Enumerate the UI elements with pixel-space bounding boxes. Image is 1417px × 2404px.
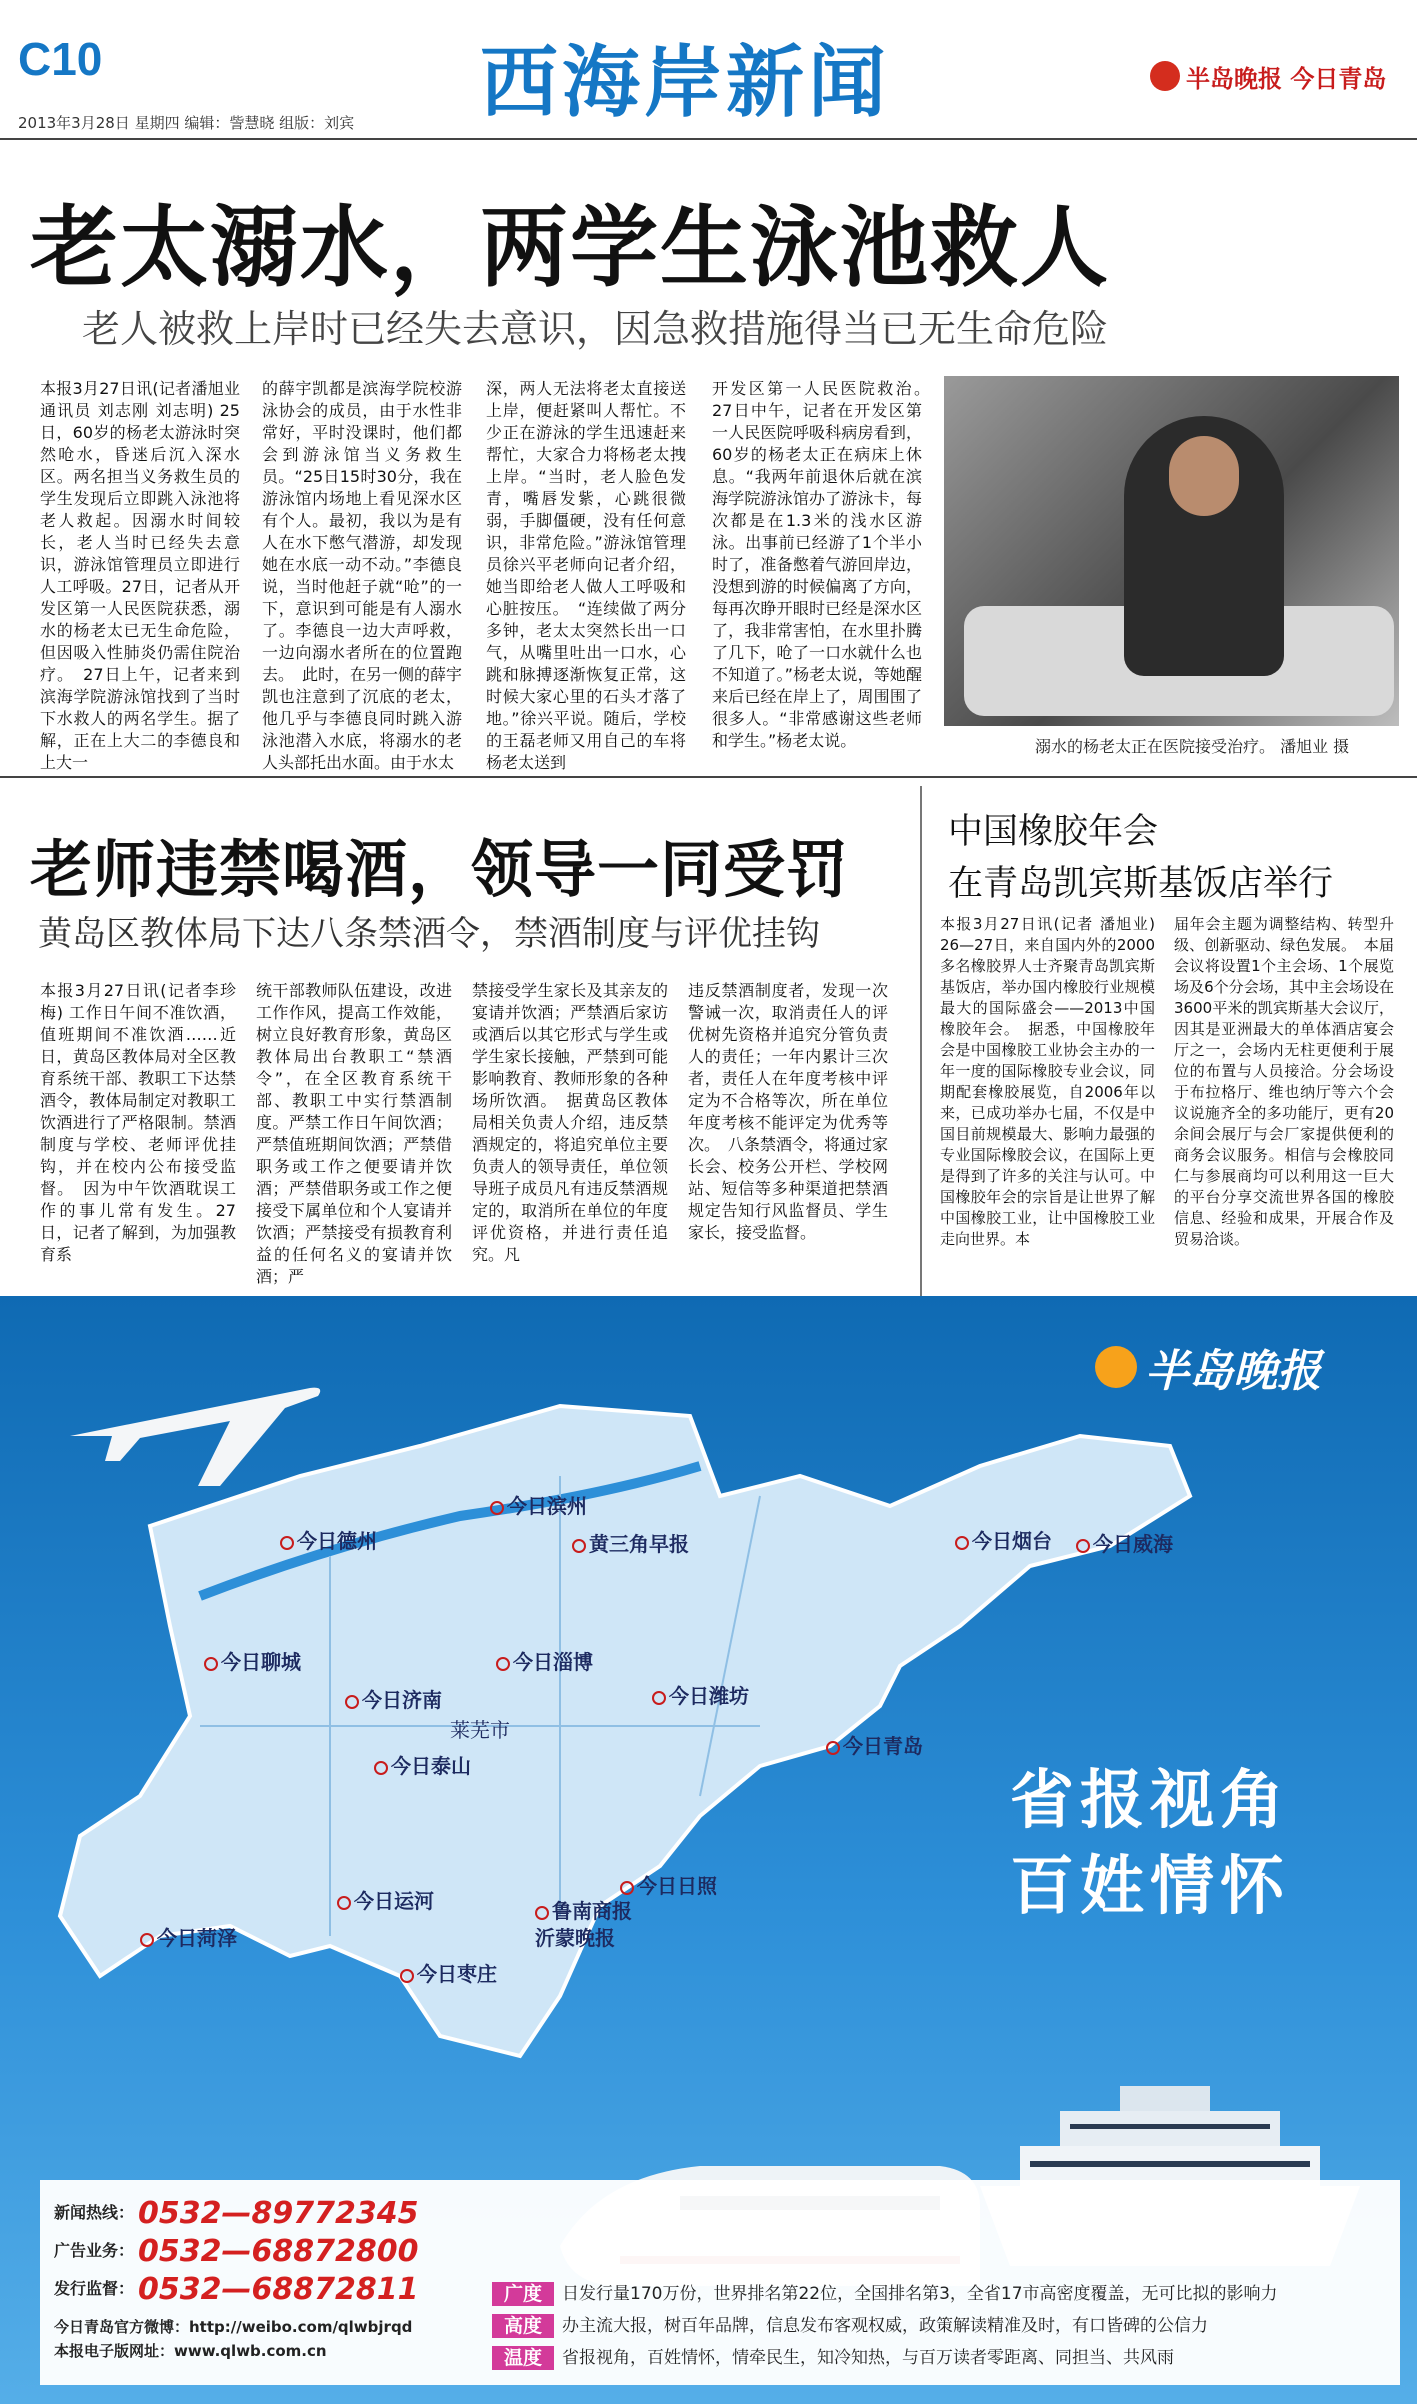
photo-caption: 溺水的杨老太正在医院接受治疗。 潘旭业 摄 xyxy=(1035,737,1350,756)
map-label: 今日威海 xyxy=(1076,1528,1173,1557)
ad-slogan xyxy=(1010,1758,1290,1930)
map-label: 今日烟台 xyxy=(955,1525,1052,1554)
divider xyxy=(0,776,1417,778)
story3-headline-line1: 中国橡胶年会 xyxy=(948,812,1159,852)
map-label: 今日运河 xyxy=(337,1885,434,1914)
map-label: 今日泰山 xyxy=(374,1750,471,1779)
story1-headline: 老太溺水，两学生泳池救人 xyxy=(30,195,1111,299)
contact-hotline: 新闻热线： 0532—89772345 xyxy=(54,2196,419,2231)
story2-column: 违反禁酒制度者，发现一次警诫一次，取消责任人的评优树先资格并追究分管负责人的责任；一年内累计三次者，责任人在年度考核中评定为不合格等次，所在单位年度考核不能评定为优秀等次。 八条禁酒令，将通过家长会、校务公开栏、学校网站、短信等多种渠道把禁酒规定告知行风监督员、学生家长，接受监督。 xyxy=(688,981,889,1242)
story2-headline: 老师违禁喝酒，领导一同受罚 xyxy=(30,833,850,906)
dateline: 2013年3月28日 星期四 编辑：訾慧晓 组版：刘宾 xyxy=(18,114,355,132)
ad-logo xyxy=(1095,1335,1321,1399)
logo-text: 半岛晚报 今日青岛 xyxy=(1186,64,1387,93)
story1-column: 开发区第一人民医院救治。 27日中午，记者在开发区第一人民医院呼吸科病房看到，60岁的杨老太正在病床上休息。“我两年前退休后就在滨海学院游泳馆办了游泳卡，每次都是在1.3米的浅水区游泳。出事前已经游了1个半小时了，准备憋着气游回岸边，没想到游的时候偏离了方向，每再次睁开眼时已经是深水区了，我非常害怕，在水里扑腾了几下，呛了一口水就什么也不知道了。”杨老太说，等她醒来后已经在岸上了，周围围了很多人。“非常感谢这些老师和学生。”杨老太说。 xyxy=(712,379,939,750)
section-title: 西海岸新闻 xyxy=(480,37,891,128)
stat-text: 日发行量170万份，世界排名第22位，全国排名第3，全省17市高密度覆盖，无可比拟的影响力 xyxy=(562,2284,1278,2304)
map-label: 今日潍坊 xyxy=(652,1680,749,1709)
story2-column: 禁接受学生家长及其亲友的宴请并饮酒；严禁酒后家访或酒后以其它形式与学生或学生家长接触，严禁到可能影响教育、教师形象的各种场所饮酒。 据黄岛区教体局相关负责人介绍，违反禁酒规定的，将追究单位主要负责人的领导责任，单位领导班子成员凡有违反禁酒规定的，取消所在单位的年度评优资格，并进行责任追究。凡 xyxy=(472,981,668,1264)
logo-icon xyxy=(1150,61,1180,91)
story2-column: 统干部教师队伍建设，改进工作作风，提高工作效能，树立良好教育形象，黄岛区教体局出台教职工“禁酒令”，在全区教育系统干部、教职工中实行禁酒制度。严禁工作日午间饮酒；严禁值班期间饮酒；严禁借职务或工作之便要请并饮酒；严禁借职务或工作之便接受下属单位和个人宴请并饮酒；严禁接受有损教育利益的任何名义的宴请并饮酒；严 xyxy=(256,981,452,1286)
map-label: 今日滨州 xyxy=(490,1490,587,1519)
slogan-line2: 百姓情怀 xyxy=(1010,1850,1290,1924)
story1-column: 深，两人无法将老太直接送上岸，便赶紧叫人帮忙。不少正在游泳的学生迅速赶来帮忙，大家合力将杨老太拽上岸。“当时，老人脸色发青，嘴唇发紫，心跳很微弱，手脚僵硬，没有任何意识，非常危险。”游泳馆管理员徐兴平老师向记者介绍，她当即给老人做人工呼吸和心脏按压。 “连续做了两分多钟，老太太突然长出一口气，从嘴里吐出一口水，心跳和脉搏逐渐恢复正常，这时候大家心里的石头才落了地。”徐兴平说。随后，学校的王磊老师又用自己的车将杨老太送到 xyxy=(486,379,686,772)
newspaper-logo xyxy=(1150,48,1400,104)
stat-tag: 广度 xyxy=(492,2282,554,2306)
weibo-link[interactable]: 今日青岛官方微博：http://weibo.com/qlwbjrqd xyxy=(54,2318,413,2336)
story2-subhead: 黄岛区教体局下达八条禁酒令，禁酒制度与评优挂钩 xyxy=(38,914,820,954)
map-label: 今日聊城 xyxy=(204,1646,301,1675)
story2-column: 本报3月27日讯(记者李珍梅) 工作日午间不准饮酒，值班期间不准饮酒……近日，黄岛区教体局对全区教育系统干部、教职工下达禁酒令，教体局制定对教职工饮酒进行了严格限制。禁酒制度与学校、老师评优挂钩，并在校内公布接受监督。 因为中午饮酒耽误工作的事儿常有发生。27日，记者了解到，为加强教育系 xyxy=(40,981,236,1264)
news-photo xyxy=(944,376,1399,726)
page-number: C10 xyxy=(18,33,103,85)
story3-column: 届年会主题为调整结构、转型升级、创新驱动、绿色发展。 本届会议将设置1个主会场、1个展览场及6个分会场，其中主会场设在3600平米的凯宾斯基大会议厅，因其是亚洲最大的单体酒店宴会厅之一，会场内无柱更便利于展位的布置与人员接洽。分会场设于布拉格厅、维也纳厅等六个会议说施齐全的多功能厅，更有20余间会展厅与会厂家提供便利的商务会议服务。相信与会橡胶同仁与参展商均可以利用这一巨大的平台分享交流世界各国的橡胶信息、经验和成果，开展合作及贸易洽谈。 xyxy=(1174,915,1394,1248)
divider xyxy=(0,138,1417,140)
story1-column: 的薛宇凯都是滨海学院校游泳协会的成员，由于水性非常好，平时没课时，他们都会到游泳馆当义务救生员。“25日15时30分，我在游泳馆内场地上看见深水区有个人。最初，我以为是有人在水下憋气潜游，却发现她在水底一动不动。”李德良说，当时他赶子就“呛”的一下，意识到可能是有人溺水了。李德良一边大声呼救，一边向溺水者所在的位置跑去。 此时，在另一侧的薛宇凯也注意到了沉底的老太，他几乎与李德良同时跳入游泳池潜入水底，将溺水的老人头部托出水面。由于水太 xyxy=(262,379,463,772)
map-label: 今日枣庄 xyxy=(400,1958,497,1987)
province-map xyxy=(60,1406,1190,2056)
map-label: 今日日照 xyxy=(620,1870,717,1899)
map-label: 莱芜市 xyxy=(450,1718,510,1742)
story3-headline-line2: 在青岛凯宾斯基饭店举行 xyxy=(948,864,1334,904)
slogan-line1: 省报视角 xyxy=(1010,1764,1290,1838)
map-label: 今日德州 xyxy=(280,1525,377,1554)
map-label: 沂蒙晚报 xyxy=(535,1926,615,1950)
map-label: 鲁南商报 xyxy=(535,1895,632,1924)
contact-ads: 广告业务： 0532—68872800 xyxy=(54,2234,419,2269)
map-label: 今日菏泽 xyxy=(140,1922,237,1951)
story1-subhead: 老人被救上岸时已经失去意识，因急救措施得当已无生命危险 xyxy=(82,307,1109,351)
stat-text: 办主流大报，树百年品牌，信息发布客观权威，政策解读精准及时，有口皆碑的公信力 xyxy=(562,2316,1208,2336)
website-link[interactable]: 本报电子版网址：www.qlwb.com.cn xyxy=(54,2342,327,2360)
map-label: 今日青岛 xyxy=(826,1730,923,1759)
story3-headline xyxy=(948,806,1333,910)
column-divider xyxy=(920,786,922,1306)
airplane-icon xyxy=(70,1388,320,1486)
contact-distribution: 发行监督： 0532—68872811 xyxy=(54,2272,419,2307)
ad-logo-text: 半岛晚报 xyxy=(1145,1346,1321,1397)
map-label: 黄三角早报 xyxy=(572,1528,689,1557)
story1-column: 本报3月27日讯(记者潘旭业 通讯员 刘志刚 刘志明) 25日，60岁的杨老太游泳时突然呛水，昏迷后沉入深水区。两名担当义务救生员的学生发现后立即跳入泳池将老人救起。因溺水时间较长，老人当时已经失去意识，游泳馆管理员立即进行人工呼吸。27日，记者从开发区第一人民医院获悉，溺水的杨老太已无生命危险，但因吸入性肺炎仍需住院治疗。 27日上午，记者来到滨海学院游泳馆找到了当时下水救人的两名学生。据了解，正在上大二的李德良和上大一 xyxy=(40,379,240,772)
stat-tag: 高度 xyxy=(492,2314,554,2338)
map-label: 今日淄博 xyxy=(496,1646,593,1675)
logo-icon xyxy=(1095,1346,1137,1388)
stat-tag: 温度 xyxy=(492,2346,554,2370)
stat-text: 省报视角，百姓情怀，情牵民生，知冷知热，与百万读者零距离、同担当、共风雨 xyxy=(562,2348,1174,2368)
map-label: 今日济南 xyxy=(345,1684,442,1713)
story3-column: 本报3月27日讯(记者 潘旭业) 26—27日，来自国内外的2000多名橡胶界人士齐聚青岛凯宾斯基饭店，举办国内橡胶行业规模最大的国际盛会——2013中国橡胶年会。 据悉，中国橡胶年会是中国橡胶工业协会主办的一年一度的国际橡胶专业会议，同期配套橡胶展览，自2006年以来，已成功举办七届，不仅是中国目前规模最大、影响力最强的专业国际橡胶会议，在国际上更是得到了许多的关注与认可。中国橡胶年会的宗旨是让世界了解中国橡胶工业，让中国橡胶工业走向世界。本 xyxy=(940,915,1155,1248)
